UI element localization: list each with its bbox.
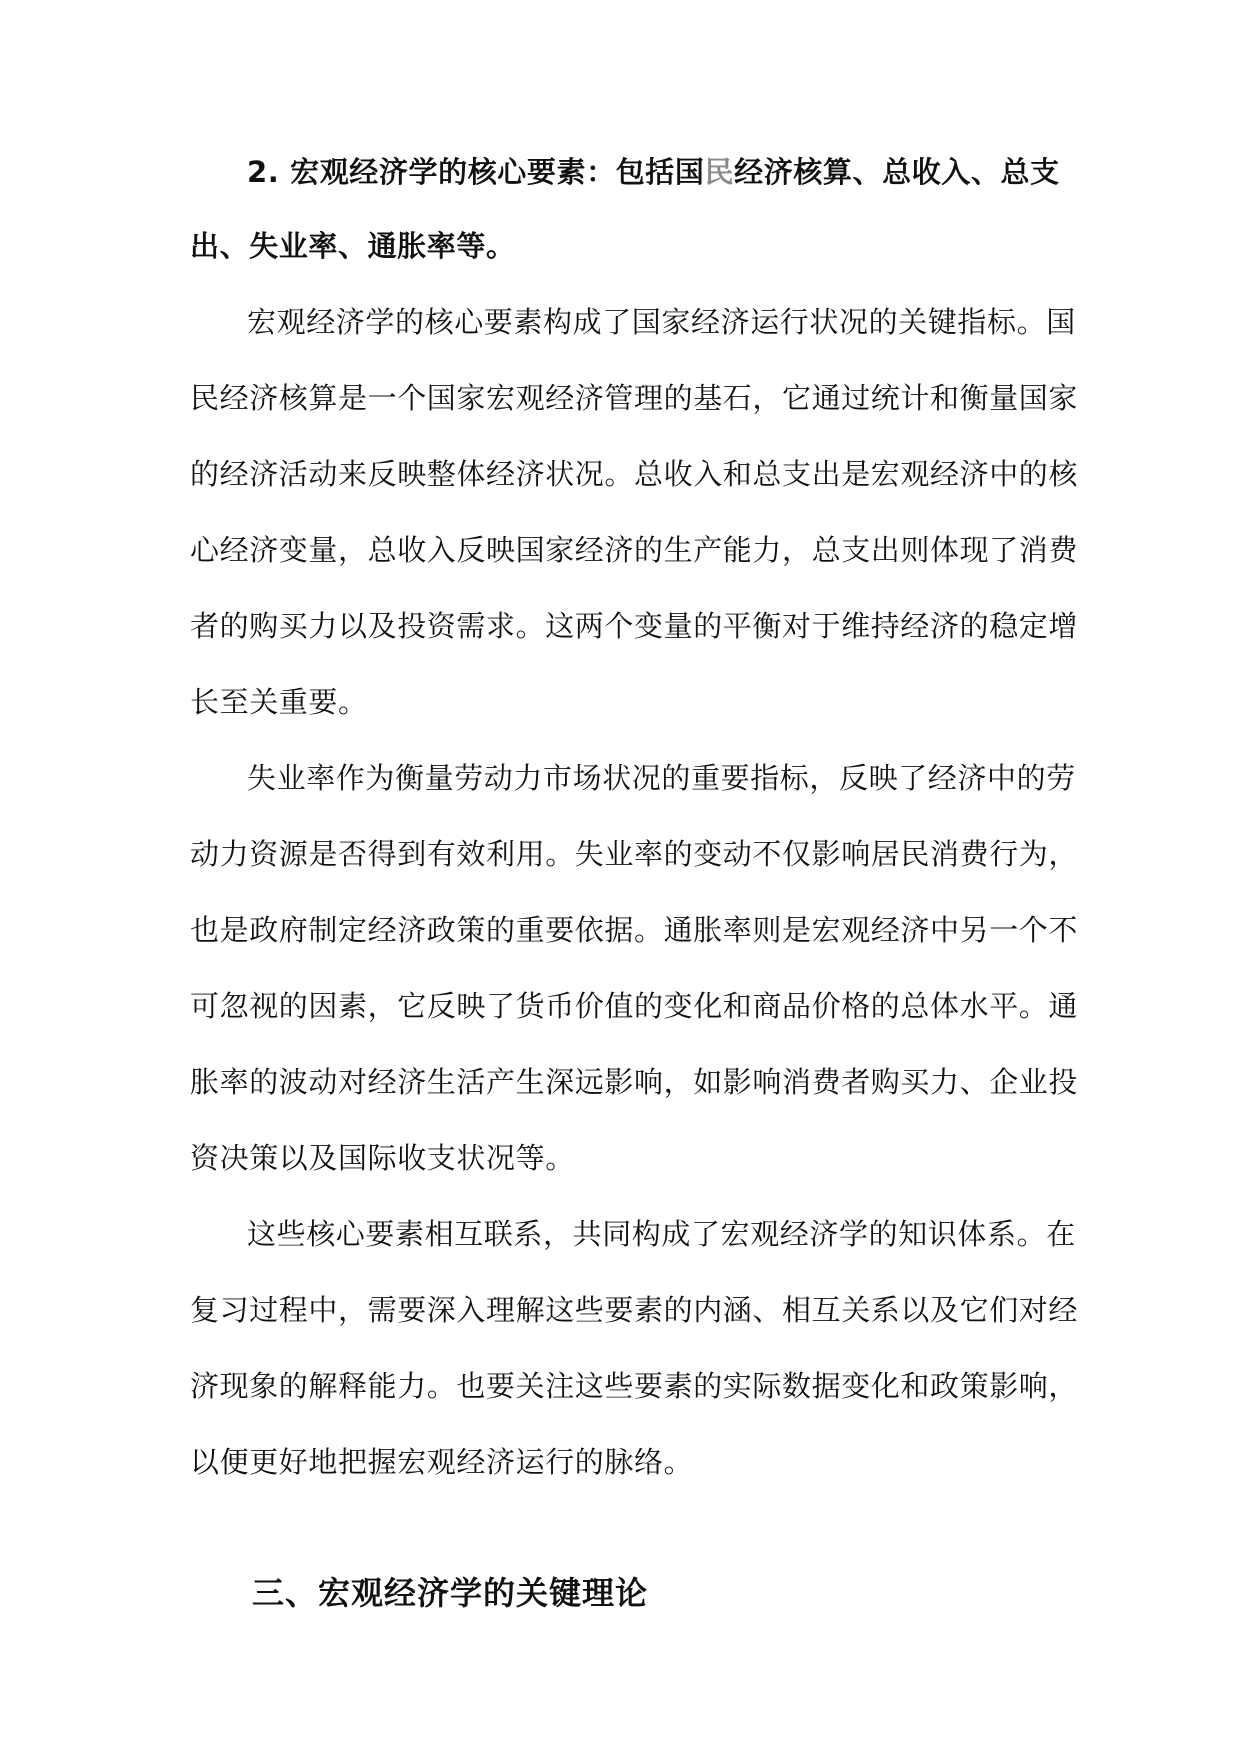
paragraph-1-line-3: 的经济活动来反映整体经济状况。总收入和总支出是宏观经济中的核 bbox=[190, 457, 1079, 491]
section-heading-text-post: 经济核算、总收入、总支 bbox=[734, 155, 1060, 189]
paragraph-3-line-1: 这些核心要素相互联系，共同构成了宏观经济学的知识体系。在 bbox=[247, 1217, 1076, 1251]
paragraph-1-line-5: 者的购买力以及投资需求。这两个变量的平衡对于维持经济的稳定增 bbox=[190, 609, 1079, 643]
paragraph-1-line-2: 民经济核算是一个国家宏观经济管理的基石，它通过统计和衡量国家 bbox=[190, 381, 1079, 415]
paragraph-3-line-2: 复习过程中，需要深入理解这些要素的内涵、相互关系以及它们对经 bbox=[190, 1293, 1079, 1327]
paragraph-2-line-1: 失业率作为衡量劳动力市场状况的重要指标，反映了经济中的劳 bbox=[247, 761, 1076, 795]
paragraph-3-line-3: 济现象的解释能力。也要关注这些要素的实际数据变化和政策影响， bbox=[190, 1369, 1079, 1403]
paragraph-2-line-3: 也是政府制定经济政策的重要依据。通胀率则是宏观经济中另一个不 bbox=[190, 913, 1079, 947]
paragraph-2-line-4: 可忽视的因素，它反映了货币价值的变化和商品价格的总体水平。通 bbox=[190, 989, 1079, 1023]
section-heading-highlight: 民 bbox=[704, 155, 735, 189]
paragraph-1-line-1: 宏观经济学的核心要素构成了国家经济运行状况的关键指标。国 bbox=[247, 305, 1076, 339]
paragraph-2-line-5: 胀率的波动对经济生活产生深远影响，如影响消费者购买力、企业投 bbox=[190, 1065, 1079, 1099]
paragraph-3-line-4: 以便更好地把握宏观经济运行的脉络。 bbox=[190, 1445, 694, 1479]
section-heading-line-2: 出、失业率、通胀率等。 bbox=[190, 229, 516, 263]
paragraph-2-line-2: 动力资源是否得到有效利用。失业率的变动不仅影响居民消费行为， bbox=[190, 837, 1079, 871]
paragraph-1-line-4: 心经济变量，总收入反映国家经济的生产能力，总支出则体现了消费 bbox=[190, 533, 1079, 567]
paragraph-2-line-6: 资决策以及国际收支状况等。 bbox=[190, 1141, 575, 1175]
section-heading-line-1 bbox=[247, 152, 1060, 192]
paragraph-1-line-6: 长至关重要。 bbox=[190, 685, 368, 719]
chapter-heading: 三、宏观经济学的关键理论 bbox=[252, 1574, 649, 1612]
section-heading-text-pre: 2. 宏观经济学的核心要素：包括国 bbox=[247, 155, 705, 189]
